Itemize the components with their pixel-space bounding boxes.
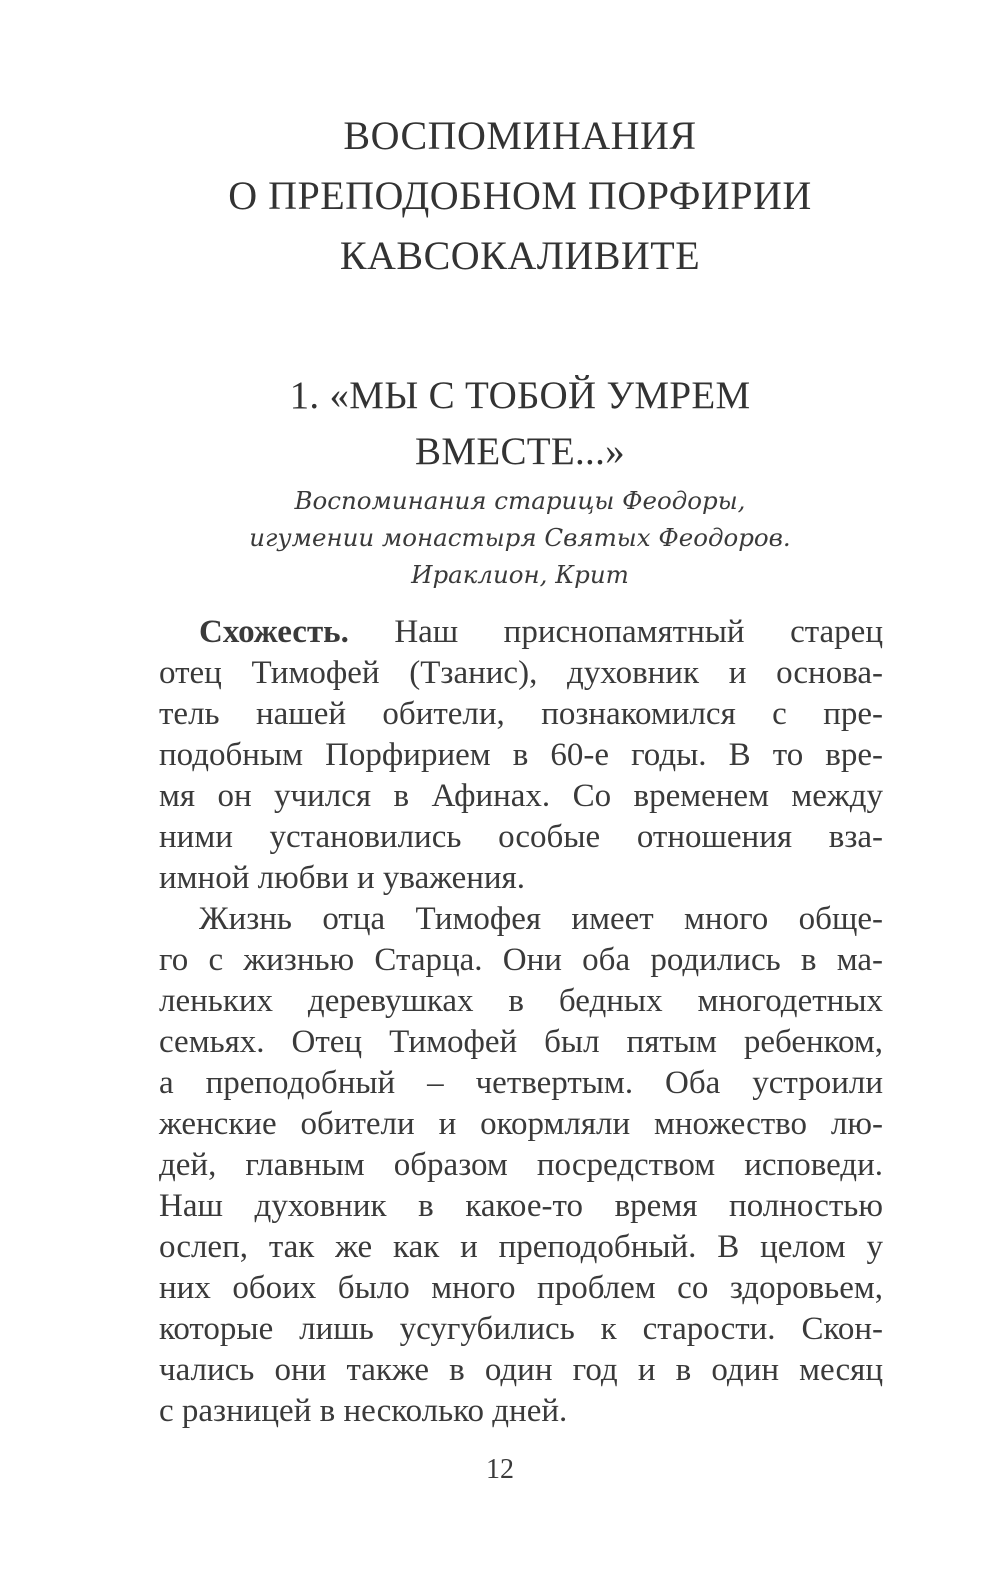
chapter-title xyxy=(150,368,890,480)
paragraph-line: подобным Порфирием в 60-е годы. В то вре- xyxy=(159,737,883,773)
paragraph-line: мя он учился в Афинах. Со временем между xyxy=(159,778,883,814)
book-title xyxy=(150,106,890,286)
paragraph-line-text: Наш приснопамятный старец xyxy=(394,614,883,650)
paragraph-line: Наш духовник в какое-то время полностью xyxy=(159,1188,883,1224)
subtitle-line: Воспоминания старицы Феодоры, xyxy=(294,486,746,515)
paragraph-line xyxy=(159,612,883,653)
paragraph-line: дей, главным образом посредством исповеди. xyxy=(159,1147,883,1183)
paragraph-line: чались они также в один год и в один месяц xyxy=(159,1352,883,1388)
paragraph-line: леньких деревушках в бедных многодетных xyxy=(159,983,883,1019)
paragraph-line: ослеп, так же как и преподобный. В целом у xyxy=(159,1229,883,1265)
paragraph-line: семьях. Отец Тимофей был пятым ребенком, xyxy=(159,1024,883,1060)
paragraph-line: которые лишь усугубились к старости. Скон- xyxy=(159,1311,883,1347)
paragraph-lead: Схожесть. xyxy=(199,614,349,650)
paragraph-line: них обоих было много проблем со здоровьем, xyxy=(159,1270,883,1306)
paragraph-line: го с жизнью Старца. Они оба родились в ма- xyxy=(159,942,883,978)
subtitle-line: игумении монастыря Святых Феодоров. xyxy=(249,523,791,552)
paragraph-line: с разницей в несколько дней. xyxy=(159,1393,568,1429)
paragraph-line: ними установились особые отношения вза- xyxy=(159,819,883,855)
paragraph-line: женские обители и окормляли множество лю- xyxy=(159,1106,883,1142)
book-title-line: ВОСПОМИНАНИЯ xyxy=(343,113,697,158)
chapter-title-line: 1. «МЫ С ТОБОЙ УМРЕМ xyxy=(289,374,751,417)
body-text xyxy=(159,612,883,1432)
page-number: 12 xyxy=(486,1454,514,1485)
paragraph-line: отец Тимофей (Тзанис), духовник и основа- xyxy=(159,655,883,691)
paragraph-line: имной любви и уважения. xyxy=(159,860,525,896)
paragraph-line: Жизнь отца Тимофея имеет много обще- xyxy=(199,901,883,937)
chapter-title-line: ВМЕСТЕ...» xyxy=(415,430,625,473)
paragraph-line: тель нашей обители, познакомился с пре- xyxy=(159,696,883,732)
subtitle-line: Ираклион, Крит xyxy=(411,560,629,589)
chapter-subtitle xyxy=(150,482,890,593)
book-title-line: КАВСОКАЛИВИТЕ xyxy=(339,233,701,278)
book-title-line: О ПРЕПОДОБНОМ ПОРФИРИИ xyxy=(228,173,812,218)
paragraph-line: а преподобный – четвертым. Оба устроили xyxy=(159,1065,883,1101)
